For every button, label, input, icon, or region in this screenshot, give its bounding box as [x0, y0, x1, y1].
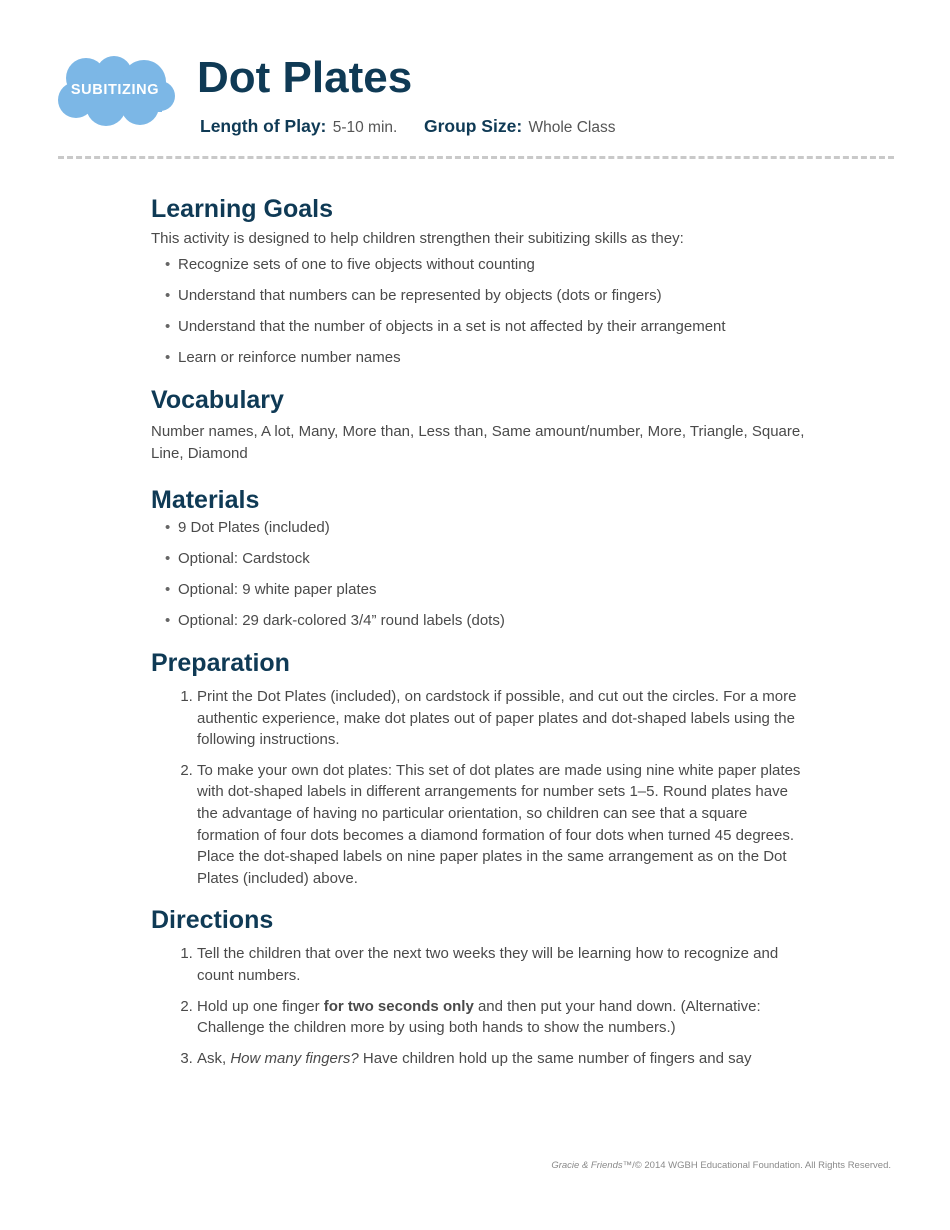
list-item: • Understand that numbers can be represented by objects (dots or fingers)	[178, 285, 811, 307]
list-item: • Understand that the number of objects in a set is not affected by their arrangement	[178, 316, 811, 338]
preparation-section	[151, 646, 811, 889]
list-item: 1. Print the Dot Plates (included), on cardstock if possible, and cut out the circles. For a more authentic experience, make dot plates out of paper plates and dot-shaped labels using the following instructions.	[197, 686, 811, 751]
preparation-heading: Preparation	[151, 649, 290, 677]
copyright-text: ™/© 2014 WGBH Educational Foundation. All Rights Reserved.	[622, 1160, 891, 1171]
length-label: Length of Play:	[200, 116, 327, 136]
list-item: • Optional: 9 white paper plates	[178, 579, 811, 601]
list-item: • Learn or reinforce number names	[178, 347, 811, 369]
vocabulary-section	[151, 383, 811, 465]
vocabulary-heading: Vocabulary	[151, 386, 284, 414]
page-title: Dot Plates	[197, 53, 413, 102]
group-size-label: Group Size:	[423, 116, 523, 136]
emphasis-text: for two seconds only	[323, 997, 474, 1015]
main-content	[151, 192, 811, 1083]
list-item: • Recognize sets of one to five objects without counting	[178, 254, 811, 276]
directions-list	[151, 943, 811, 1069]
directions-section	[151, 903, 811, 1069]
dashed-divider	[58, 156, 894, 159]
list-item: • 9 Dot Plates (included)	[178, 517, 811, 539]
copyright-footer	[551, 1160, 891, 1171]
direction-text: Have children hold up the same number of fingers and say	[358, 1049, 752, 1067]
materials-section	[151, 483, 811, 632]
direction-text: and then put your hand down. (Alternative: Challenge the children more by using both hands to show the numbers.)	[197, 997, 761, 1037]
direction-text: Ask,	[197, 1049, 231, 1067]
materials-list	[151, 517, 811, 632]
materials-heading: Materials	[151, 486, 260, 514]
page-header	[0, 0, 950, 160]
length-value: 5-10 min.	[332, 119, 398, 136]
preparation-list	[151, 686, 811, 889]
learning-goals-intro: This activity is designed to help children strengthen their subitizing skills as they:	[151, 230, 684, 247]
vocabulary-text: Number names, A lot, Many, More than, Less than, Same amount/number, More, Triangle, Square, Line, Diamond	[151, 423, 805, 462]
activity-meta	[200, 116, 615, 137]
learning-goals-list	[151, 254, 811, 369]
direction-text: Hold up one finger	[197, 997, 324, 1015]
list-item: 1. Tell the children that over the next two weeks they will be learning how to recognize and count numbers.	[197, 943, 811, 986]
badge-label: SUBITIZING	[70, 82, 160, 98]
list-item	[197, 996, 811, 1039]
subitizing-badge	[56, 56, 176, 128]
brand-name: Gracie & Friends	[551, 1160, 623, 1171]
group-size-value: Whole Class	[528, 119, 616, 136]
directions-heading: Directions	[151, 906, 274, 935]
list-item: • Optional: 29 dark-colored 3/4” round labels (dots)	[178, 610, 811, 632]
list-item	[197, 1048, 811, 1070]
list-item: 2. To make your own dot plates: This set of dot plates are made using nine white paper plates with dot-shaped labels in different arrangements for number sets 1–5. Round plates have the advantage of having no particular orientation, so children can see that a square formation of four dots becomes a diamond formation of four dots when turned 45 degrees. Place the dot-shaped labels on nine paper plates in the same arrangement as on the Dot Plates (included) above.	[197, 760, 811, 890]
learning-goals-section	[151, 192, 811, 369]
list-item: • Optional: Cardstock	[178, 548, 811, 570]
italic-question: How many fingers?	[230, 1049, 359, 1067]
learning-goals-heading: Learning Goals	[151, 195, 333, 223]
